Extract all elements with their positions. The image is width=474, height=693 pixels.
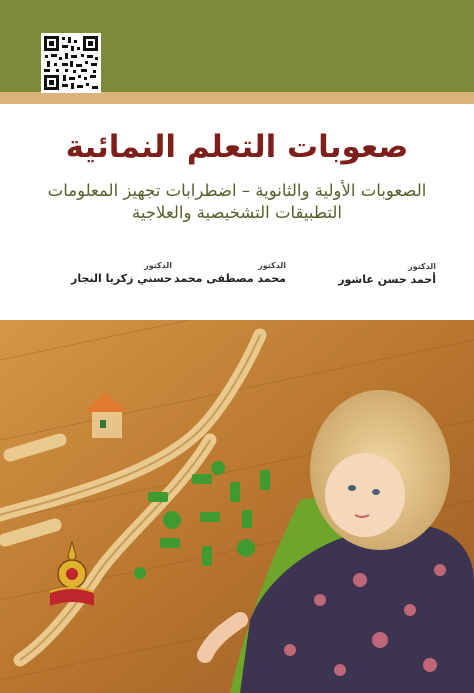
author-degree: الدكتور xyxy=(258,261,286,270)
subtitle-line-1: الصعوبات الأولية والثانوية – اضطرابات تجهيز المعلومات xyxy=(47,181,427,200)
cover-photo xyxy=(0,320,474,693)
author-2 xyxy=(174,261,286,287)
author-1 xyxy=(338,262,436,288)
author-name: محمد مصطفى محمد xyxy=(173,272,286,285)
accent-stripe xyxy=(0,92,474,104)
author-name: حسني زكريا النجار xyxy=(70,272,172,285)
book-title: صعوبات التعلم النمائية xyxy=(65,129,409,165)
subtitle-line-2: التطبيقات التشخيصية والعلاجية xyxy=(132,203,342,222)
author-degree: الدكتور xyxy=(144,261,172,270)
author-3 xyxy=(71,261,172,287)
author-degree: الدكتور xyxy=(408,262,436,271)
publisher-logo-icon xyxy=(44,540,100,616)
authors xyxy=(0,262,474,302)
qr-code-icon xyxy=(41,33,101,93)
book-subtitle xyxy=(0,180,474,224)
author-name: أحمد حسن عاشور xyxy=(338,273,436,286)
